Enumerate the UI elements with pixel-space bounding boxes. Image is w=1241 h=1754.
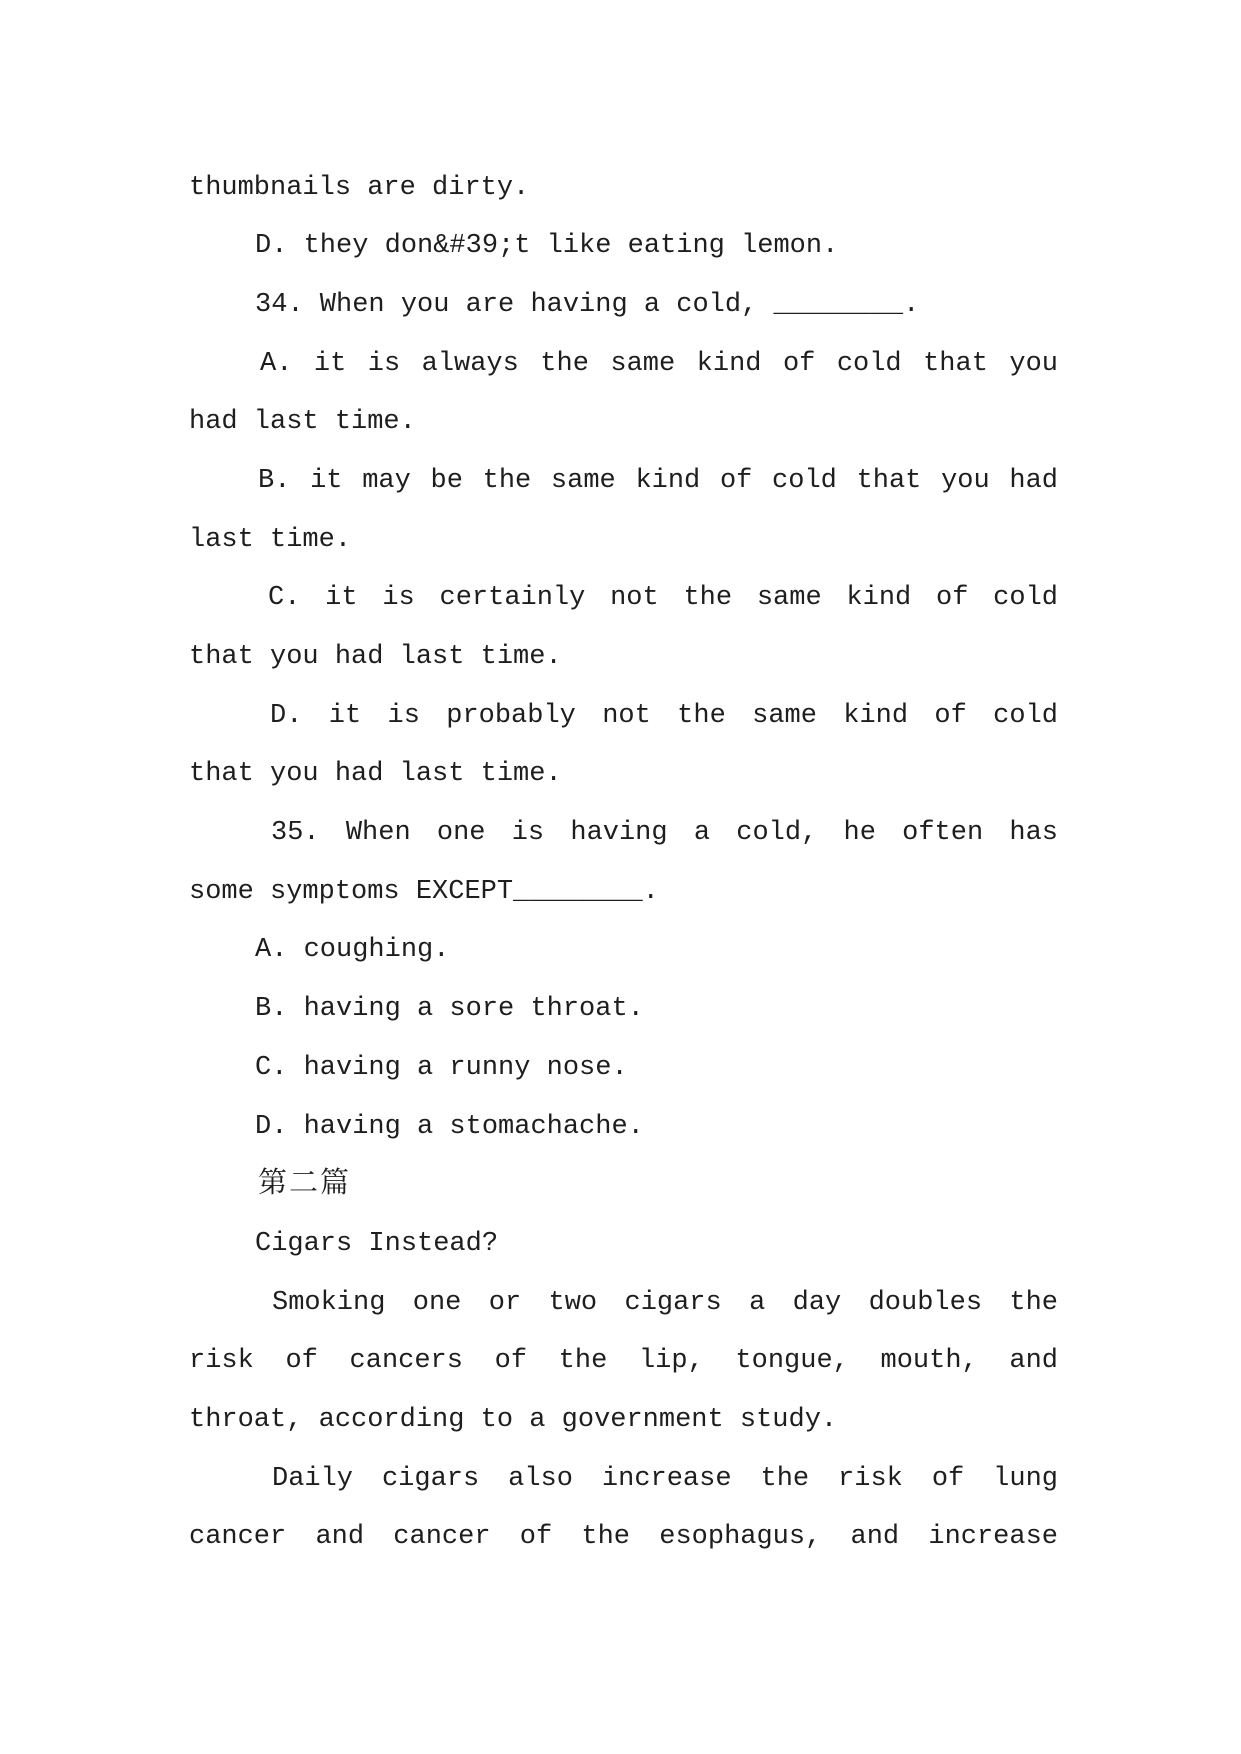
q34-option-b-line-2: last time. [189, 524, 352, 555]
page-text [189, 159, 1058, 1568]
paragraph-1-line-1: Smoking one or two cigars a day doubles the [272, 1287, 1058, 1318]
q34-option-d-line-1: D. it is probably not the same kind of cold [270, 700, 1058, 731]
passage-title: Cigars Instead? [255, 1228, 499, 1259]
q33-option-d: D. they don&#39;t like eating lemon. [255, 231, 839, 262]
paragraph-1-line-2: risk of cancers of the lip, tongue, mouth, and [189, 1346, 1058, 1377]
q34-option-a-line-2: had last time. [189, 407, 416, 438]
q35-stem-line-1: 35. When one is having a cold, he often has [271, 818, 1058, 849]
q34-option-c-line-1: C. it is certainly not the same kind of cold [268, 583, 1058, 614]
q34-option-a-line-1: A. it is always the same kind of cold that you [260, 348, 1058, 379]
q34-option-b-line-1: B. it may be the same kind of cold that you had [258, 465, 1058, 496]
q35-option-d: D. having a stomachache. [255, 1111, 644, 1142]
q35-stem-line-2: some symptoms EXCEPT________. [189, 876, 659, 907]
paragraph-1-line-3: throat, according to a government study. [189, 1404, 838, 1435]
q35-option-c: C. having a runny nose. [255, 1052, 628, 1083]
q35-option-a: A. coughing. [255, 935, 450, 966]
q34-option-c-line-2: that you had last time. [189, 642, 562, 672]
paragraph-2-line-2: cancer and cancer of the esophagus, and increase [189, 1522, 1058, 1553]
q34-stem: 34. When you are having a cold, ________. [255, 289, 920, 320]
section-label: 第二篇 [258, 1168, 352, 1202]
q33-stem-continuation: thumbnails are dirty. [189, 172, 530, 203]
q35-option-b: B. having a sore throat. [255, 994, 644, 1025]
q34-option-d-line-2: that you had last time. [189, 759, 562, 790]
paragraph-2-line-1: Daily cigars also increase the risk of lung [272, 1463, 1058, 1494]
